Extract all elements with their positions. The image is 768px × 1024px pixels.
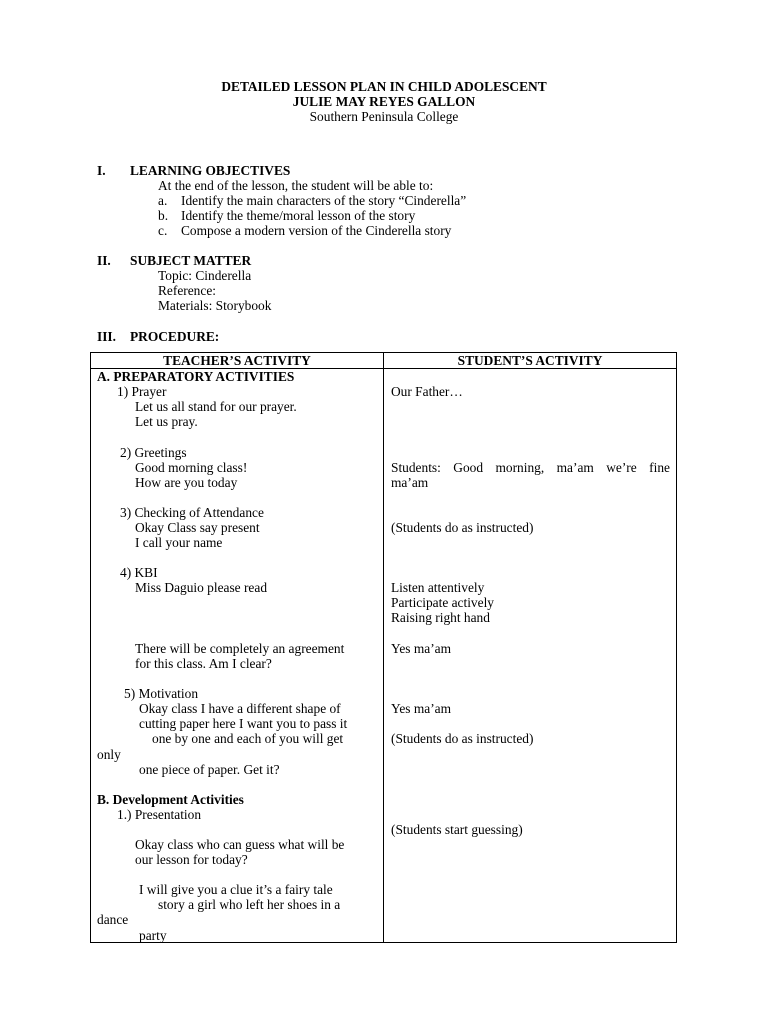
section-heading-procedure: PROCEDURE:	[130, 329, 220, 344]
objective-item-b: Identify the theme/moral lesson of the story	[181, 208, 416, 223]
teacher-prayer-label: 1) Prayer	[117, 384, 167, 399]
objective-item-c: Compose a modern version of the Cinderella story	[181, 223, 452, 238]
teacher-prayer-line-1: Let us all stand for our prayer.	[135, 399, 297, 414]
section-heading-subject: SUBJECT MATTER	[130, 253, 252, 268]
subject-reference: Reference:	[158, 283, 216, 298]
table-header-student: STUDENT’S ACTIVITY	[457, 353, 603, 368]
teacher-greetings-label: 2) Greetings	[120, 445, 187, 460]
teacher-presentation-line-2: our lesson for today?	[135, 852, 248, 867]
teacher-clue-line-1: I will give you a clue it’s a fairy tale	[139, 882, 333, 897]
teacher-clue-line-3: dance	[97, 912, 129, 927]
teacher-presentation-line-1: Okay class who can guess what will be	[135, 837, 345, 852]
section-numeral-subject: II.	[97, 253, 111, 268]
greeting-word: we’re	[606, 460, 637, 475]
teacher-motivation-line-4: only	[97, 747, 121, 762]
teacher-agreement-line-1: There will be completely an agreement	[135, 641, 345, 656]
teacher-clue-line-2: story a girl who left her shoes in a	[158, 897, 341, 912]
teacher-kbi-label: 4) KBI	[120, 565, 158, 580]
teacher-motivation-line-3: one by one and each of you will get	[152, 731, 344, 746]
teacher-attendance-line-2: I call your name	[135, 535, 223, 550]
teacher-motivation-line-1: Okay class I have a different shape of	[139, 701, 341, 716]
section-heading-objectives: LEARNING OBJECTIVES	[130, 163, 291, 178]
student-greeting-response-line-1	[391, 460, 670, 475]
objectives-intro: At the end of the lesson, the student will be able to:	[158, 178, 434, 193]
student-agreement-response: Yes ma’am	[391, 641, 452, 656]
teacher-attendance-label: 3) Checking of Attendance	[120, 505, 264, 520]
teacher-greetings-line-1: Good morning class!	[135, 460, 248, 475]
teacher-attendance-line-1: Okay Class say present	[135, 520, 260, 535]
teacher-motivation-line-5: one piece of paper. Get it?	[139, 762, 280, 777]
teacher-motivation-label: 5) Motivation	[124, 686, 199, 701]
teacher-section-b-heading: B. Development Activities	[97, 792, 244, 807]
school-name: Southern Peninsula College	[309, 109, 459, 124]
student-kbi-response-2: Participate actively	[391, 595, 494, 610]
subject-topic: Topic: Cinderella	[158, 268, 252, 283]
student-motivation-response-1: Yes ma’am	[391, 701, 452, 716]
objective-item-a: Identify the main characters of the story “Cinderella”	[181, 193, 467, 208]
student-kbi-response-3: Raising right hand	[391, 610, 490, 625]
greeting-word: Good	[453, 460, 484, 475]
student-kbi-response-1: Listen attentively	[391, 580, 485, 595]
teacher-motivation-line-2: cutting paper here I want you to pass it	[139, 716, 348, 731]
student-attendance-response: (Students do as instructed)	[391, 520, 534, 535]
greeting-word: Students:	[391, 460, 441, 475]
objective-marker-b: b.	[158, 208, 169, 223]
teacher-section-a-heading: A. PREPARATORY ACTIVITIES	[97, 369, 295, 384]
section-numeral-procedure: III.	[97, 329, 116, 344]
greeting-word: morning,	[495, 460, 545, 475]
teacher-presentation-label: 1.) Presentation	[117, 807, 202, 822]
greeting-word: ma’am	[556, 460, 594, 475]
subject-materials: Materials: Storybook	[158, 298, 272, 313]
teacher-greetings-line-2: How are you today	[135, 475, 238, 490]
student-presentation-response: (Students start guessing)	[391, 822, 523, 837]
student-greeting-response-line-2: ma’am	[391, 475, 429, 490]
student-motivation-response-2: (Students do as instructed)	[391, 731, 534, 746]
greeting-word: fine	[649, 460, 670, 475]
teacher-kbi-line-1: Miss Daguio please read	[135, 580, 268, 595]
document-title: DETAILED LESSON PLAN IN CHILD ADOLESCENT	[221, 79, 547, 94]
teacher-prayer-line-2: Let us pray.	[135, 414, 198, 429]
objective-marker-a: a.	[158, 193, 168, 208]
table-column-divider	[383, 352, 384, 943]
student-prayer-response: Our Father…	[391, 384, 463, 399]
objective-marker-c: c.	[158, 223, 168, 238]
table-header-teacher: TEACHER’S ACTIVITY	[163, 353, 311, 368]
section-numeral-objectives: I.	[97, 163, 106, 178]
author-name: JULIE MAY REYES GALLON	[292, 94, 476, 109]
teacher-clue-line-4: party	[139, 928, 167, 943]
teacher-agreement-line-2: for this class. Am I clear?	[135, 656, 272, 671]
